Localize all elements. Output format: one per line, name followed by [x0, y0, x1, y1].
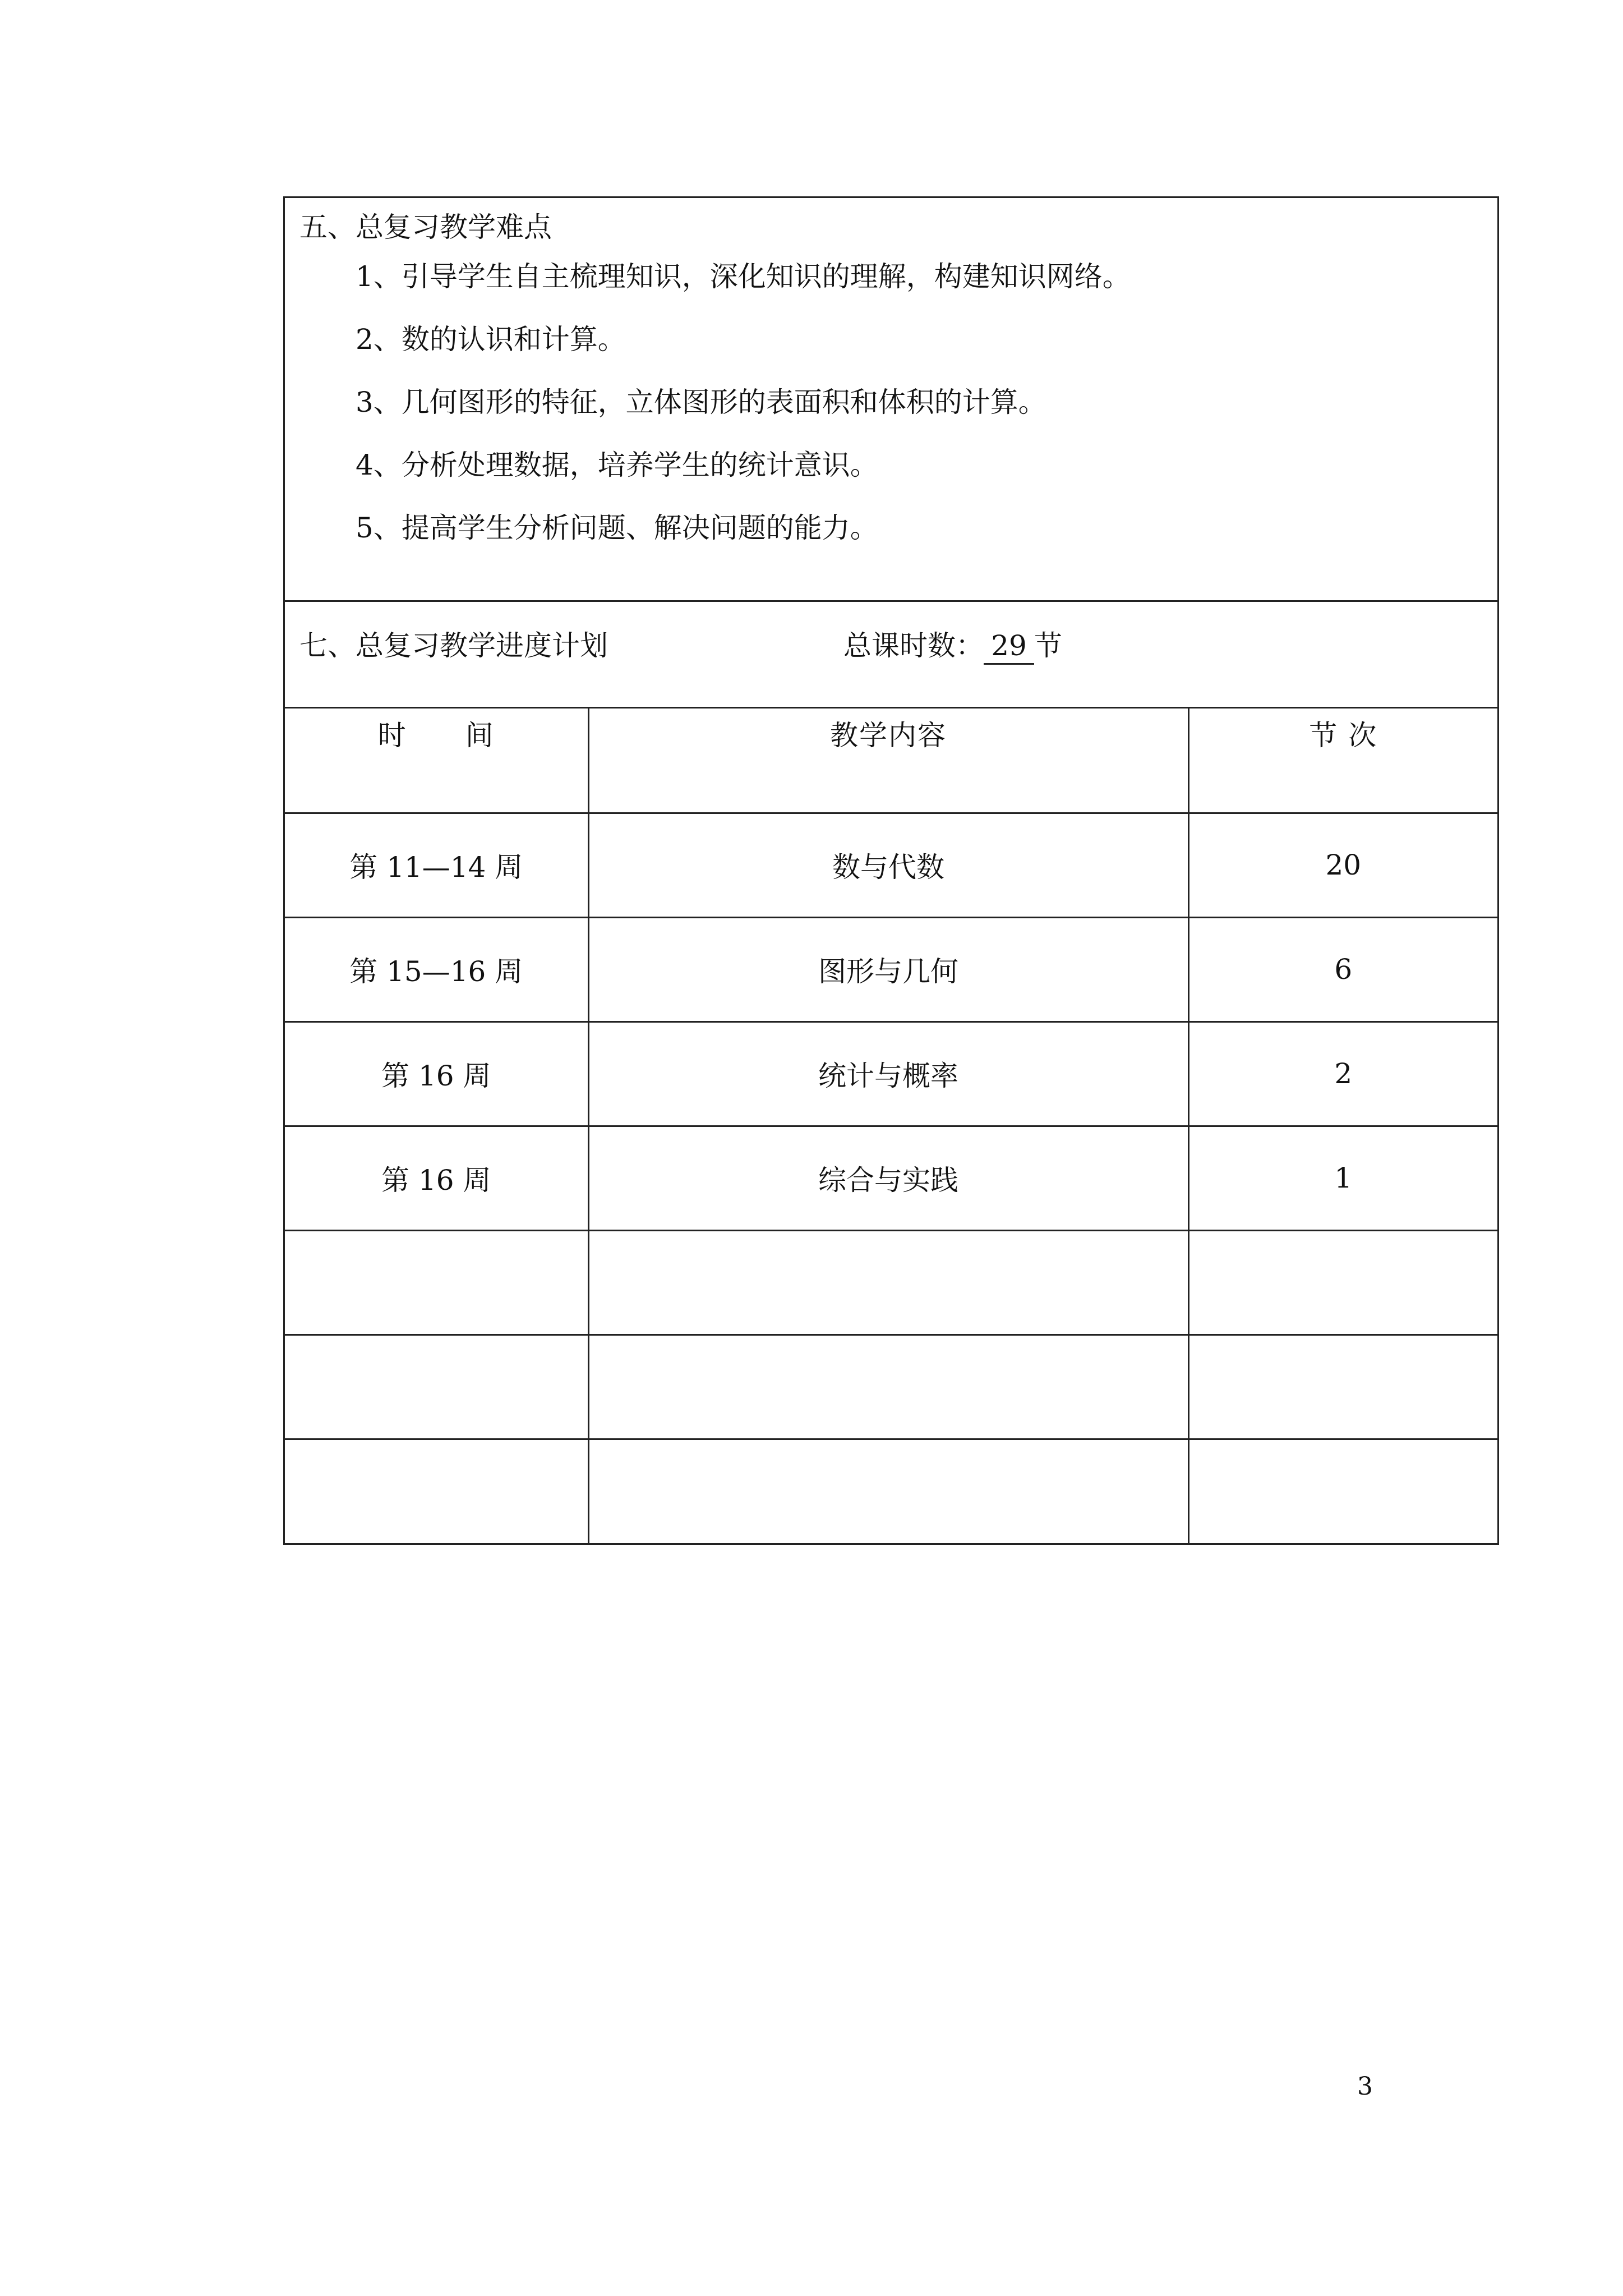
total-hours-unit: 节 — [1034, 629, 1062, 662]
cell-content — [588, 1230, 1188, 1335]
cell-sessions — [1188, 1230, 1497, 1335]
cell-content: 综合与实践 — [588, 1126, 1188, 1230]
cell-time: 第 16 周 — [285, 1022, 588, 1126]
table-row — [285, 1230, 1497, 1335]
difficulty-item: 1、引导学生自主梳理知识，深化知识的理解，构建知识网络。 — [356, 260, 1131, 293]
cell-content: 数与代数 — [588, 813, 1188, 917]
total-hours — [843, 623, 1062, 668]
cell-sessions: 1 — [1188, 1126, 1497, 1230]
section-7-schedule-header — [285, 602, 1497, 708]
cell-sessions: 2 — [1188, 1022, 1497, 1126]
difficulty-item: 5、提高学生分析问题、解决问题的能力。 — [356, 512, 878, 544]
cell-time: 第 15—16 周 — [285, 917, 588, 1022]
table-row — [285, 1126, 1497, 1230]
cell-time: 第 11—14 周 — [285, 813, 588, 917]
table-row — [285, 1439, 1497, 1543]
cell-sessions — [1188, 1439, 1497, 1543]
difficulty-item: 2、数的认识和计算。 — [356, 323, 626, 356]
difficulty-item: 3、几何图形的特征，立体图形的表面积和体积的计算。 — [356, 386, 1046, 418]
page-number: 3 — [1357, 2072, 1373, 2101]
section-5-difficulties — [285, 198, 1497, 602]
table-row — [285, 1335, 1497, 1439]
table-header-row — [285, 708, 1497, 813]
header-time: 时 间 — [285, 708, 588, 813]
cell-content: 图形与几何 — [588, 917, 1188, 1022]
cell-time: 第 16 周 — [285, 1126, 588, 1230]
section-7-title: 七、总复习教学进度计划 — [299, 629, 608, 662]
total-hours-label: 总课时数： — [843, 629, 984, 662]
table-row — [285, 813, 1497, 917]
cell-time — [285, 1230, 588, 1335]
schedule-table — [285, 708, 1497, 1543]
table-row — [285, 1022, 1497, 1126]
cell-sessions: 20 — [1188, 813, 1497, 917]
plan-form — [283, 196, 1499, 1545]
header-content: 教学内容 — [588, 708, 1188, 813]
cell-sessions — [1188, 1335, 1497, 1439]
cell-time — [285, 1439, 588, 1543]
total-hours-value: 29 — [984, 628, 1034, 665]
cell-content — [588, 1335, 1188, 1439]
cell-sessions: 6 — [1188, 917, 1497, 1022]
table-row — [285, 917, 1497, 1022]
cell-time — [285, 1335, 588, 1439]
header-sessions: 节 次 — [1188, 708, 1497, 813]
section-5-title: 五、总复习教学难点 — [299, 211, 552, 243]
cell-content — [588, 1439, 1188, 1543]
difficulty-item: 4、分析处理数据，培养学生的统计意识。 — [356, 449, 878, 481]
cell-content: 统计与概率 — [588, 1022, 1188, 1126]
